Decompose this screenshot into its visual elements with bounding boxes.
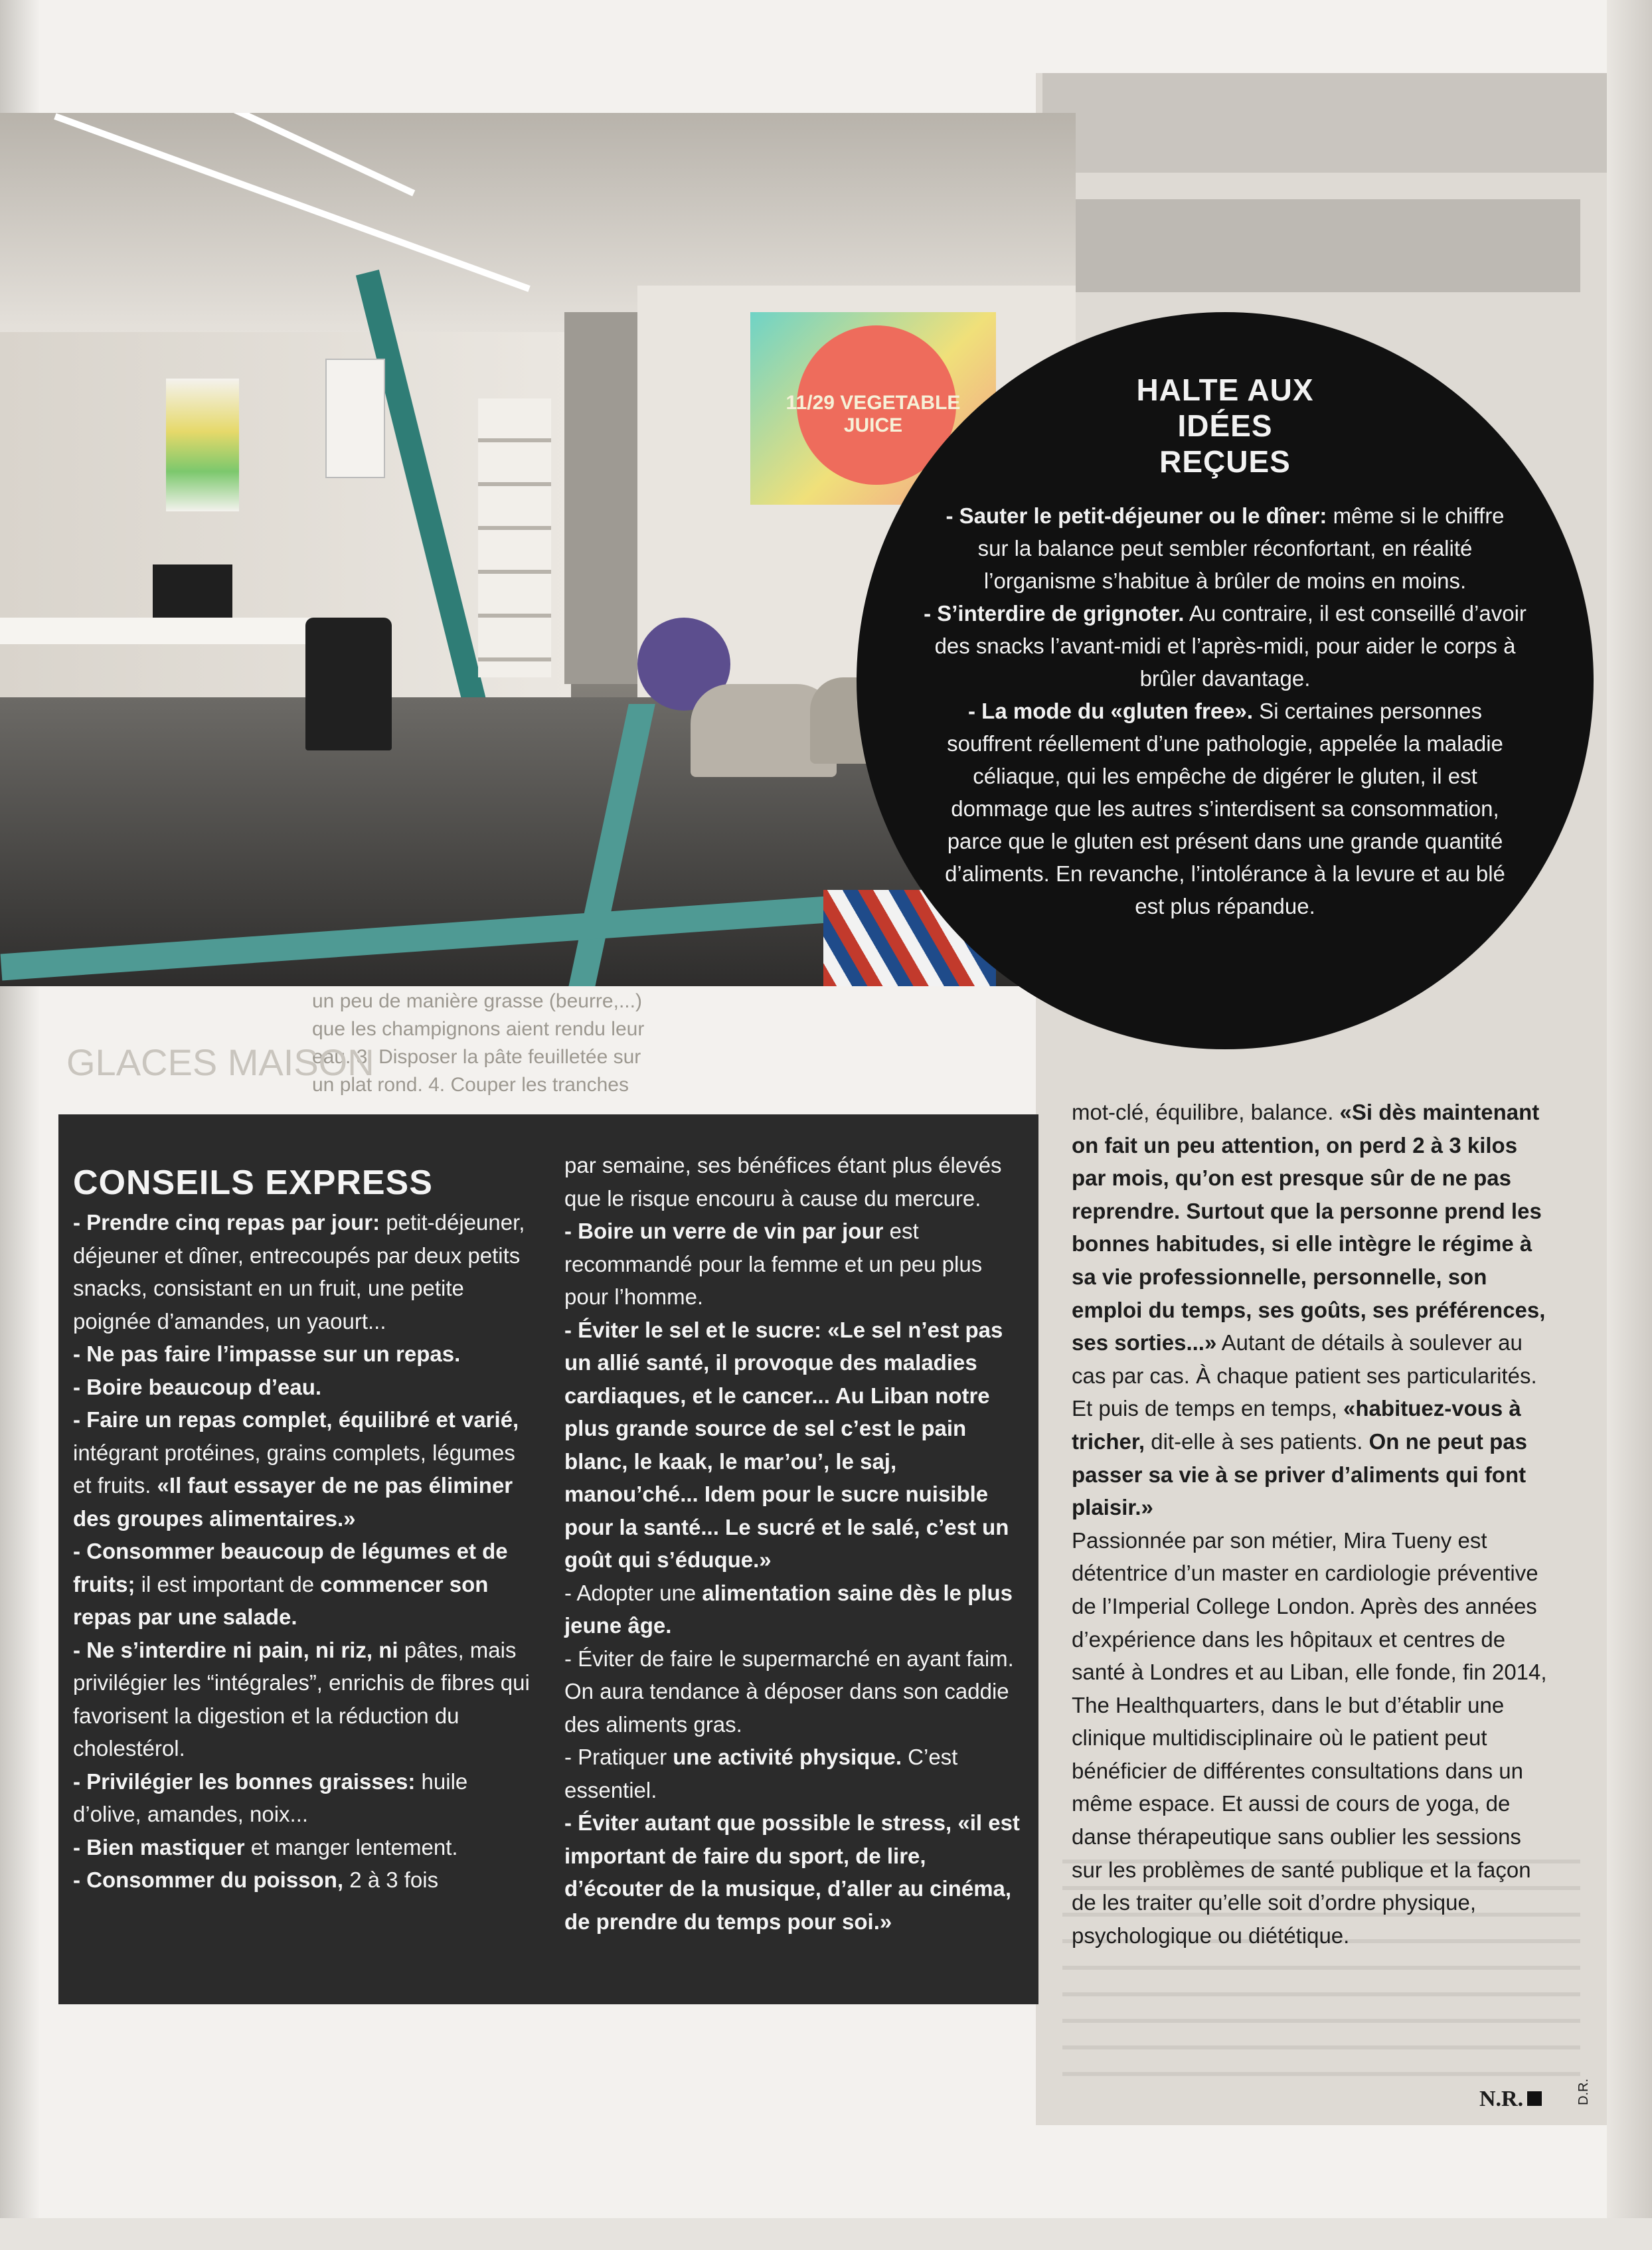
tip-item	[564, 1577, 1023, 1642]
myth-item	[940, 695, 1511, 922]
tip-emphasis: alimentation saine dès le plus jeune âge.	[564, 1580, 1013, 1638]
myth-lead: - S’interdire de grignoter.	[924, 601, 1185, 626]
tip-lead: - Privilégier les bonnes graisses:	[73, 1769, 416, 1794]
ghost-heading: GLACES MAISON	[66, 1041, 374, 1083]
tip-text: il est important de	[135, 1571, 321, 1597]
ghost-text-line: un plat rond. 4. Couper les tranches	[312, 1074, 629, 1096]
tip-text: - Adopter une	[564, 1580, 702, 1605]
tip-item	[73, 1403, 531, 1535]
tip-text: 2 à 3 fois	[343, 1867, 439, 1892]
tip-item	[73, 1338, 531, 1371]
tip-text: - Pratiquer	[564, 1745, 673, 1769]
photo-doorway	[564, 312, 637, 684]
tip-item	[564, 1642, 1023, 1741]
next-page-ghost-bar	[1062, 199, 1580, 292]
myth-text: Au contraire, il est conseillé d’avoir des snacks l’avant-midi et l’après-midi, pour aider le corps à brûler davantage.	[934, 601, 1527, 691]
tip-text: et manger lentement.	[244, 1834, 458, 1860]
tip-item	[564, 1149, 1023, 1215]
tip-lead: - Bien mastiquer	[73, 1834, 245, 1860]
tip-lead: - Prendre cinq repas par jour:	[73, 1210, 380, 1235]
myth-lead: - Sauter le petit-déjeuner ou le dîner:	[946, 503, 1327, 528]
photo-credit: D.R.	[1576, 2079, 1591, 2105]
tips-title: CONSEILS EXPRESS	[73, 1164, 433, 1202]
tip-lead: - Boire un verre de vin par jour	[564, 1219, 884, 1243]
tip-text: C’est essentiel.	[564, 1745, 958, 1802]
ghost-text-line: un peu de manière grasse (beurre,...)	[312, 990, 642, 1012]
tip-lead: - Faire un repas complet, équilibré et varié,	[73, 1407, 519, 1432]
tips-column-2	[564, 1149, 1023, 1999]
tip-text: est recommandé pour la femme et un peu plus pour l’homme.	[564, 1219, 983, 1309]
tip-text: pâtes, mais privilégier les “intégrales”, enrichis de fibres qui favorisent la digestion et la réduction du cholestérol.	[73, 1637, 530, 1761]
myth-text: Si certaines personnes souffrent réellement d’une pathologie, appelée la maladie céliaque, qui les empêche de digérer le gluten, il est dommage que les autres s’interdisent sa consommation, parce que le gluten est présent dans une grande quantité d’aliments. En revanche, l’intolérance à la levure et au blé est plus répandue.	[945, 699, 1505, 918]
article-quote: «habituez-vous à tricher,	[1072, 1396, 1521, 1454]
tip-item	[564, 1741, 1023, 1806]
article-text: Autant de détails à soulever au cas par cas. À chaque patient ses particularités. Et puis de temps en temps,	[1072, 1330, 1537, 1421]
author-initials: N.R.	[1479, 2087, 1524, 2111]
ghost-text-line: eau. 3. Disposer la pâte feuilletée sur	[312, 1046, 641, 1068]
myths-circle-content	[890, 372, 1560, 922]
tip-item	[73, 1831, 531, 1864]
tip-text: par semaine, ses bénéfices étant plus élevés que le risque encouru à cause du mercure.	[564, 1153, 1002, 1211]
tip-emphasis: une activité physique.	[673, 1745, 902, 1769]
end-mark-icon	[1527, 2091, 1542, 2106]
tip-item	[564, 1314, 1023, 1577]
tip-item	[73, 1535, 531, 1634]
tip-emphasis: commencer son repas par une salade.	[73, 1571, 489, 1629]
tip-text: petit-déjeuner, déjeuner et dîner, entrecoupés par deux petits snacks, consistant en un fruit, une petite poignée d’amandes, un yaourt...	[73, 1210, 525, 1334]
photo-desk	[0, 618, 319, 644]
tip-item	[73, 1863, 531, 1897]
next-page-ghost-header	[1042, 73, 1607, 173]
tips-box-content	[73, 1149, 1023, 1999]
tip-item	[564, 1806, 1023, 1938]
page-edge	[1607, 0, 1652, 2250]
tip-text: - Éviter de faire le supermarché en ayant faim. On aura tendance à déposer dans son caddie des aliments gras.	[564, 1646, 1014, 1737]
tip-text: intégrant protéines, grains complets, légumes et fruits.	[73, 1440, 515, 1498]
myth-item	[920, 597, 1530, 695]
tip-lead: - Ne pas faire l’impasse sur un repas.	[73, 1341, 461, 1366]
tip-lead: - Boire beaucoup d’eau.	[73, 1374, 322, 1399]
photo-projection-text: 11/29 VEGETABLE JUICE	[785, 392, 961, 436]
myth-lead: - La mode du «gluten free».	[968, 699, 1254, 723]
tip-item	[73, 1371, 531, 1404]
myths-title: HALTE AUX IDÉES REÇUES	[1136, 373, 1314, 479]
tip-text: huile d’olive, amandes, noix...	[73, 1769, 468, 1826]
photo-shelf	[478, 398, 551, 677]
article-paragraph: Passionnée par son métier, Mira Tueny est détentrice d’un master en cardiologie préventive de l’Imperial College London. Après des années d’expérience dans les hôpitaux et centres de santé à Londres et au Liban, elle fonde, fin 2014, The Healthquarters, dans le but d’établir une clinique multidisciplinaire où le patient peut bénéficier de différentes consultations dans un même espace. Et aussi de cours de yoga, de danse thérapeutique sans oublier les sessions sur les problèmes de santé publique et la façon de les traiter qu’elle soit d’ordre physique, psychologique ou diététique.	[1072, 1527, 1547, 1948]
bottom-strip	[0, 2218, 1652, 2250]
photo-poster	[325, 359, 385, 478]
author-signature	[1479, 2087, 1542, 2112]
photo-chair	[305, 618, 392, 750]
myth-item	[940, 499, 1511, 597]
article-column	[1072, 1096, 1550, 1952]
tip-item	[73, 1634, 531, 1765]
article-text: mot-clé, équilibre, balance.	[1072, 1100, 1340, 1124]
tip-item	[564, 1215, 1023, 1314]
ghost-text-line: que les champignons aient rendu leur	[312, 1018, 645, 1040]
tip-lead: - Consommer du poisson,	[73, 1867, 344, 1892]
article-text: dit-elle à ses patients.	[1145, 1428, 1369, 1454]
article-quote: «Si dès maintenant on fait un peu attention, on perd 2 à 3 kilos par mois, qu’on est presque sûr de ne pas reprendre. Surtout que la personne prend les bonnes habitudes, si elle intègre le régime à sa vie professionnelle, personnelle, son emploi du temps, ses goûts, ses préférences, ses sorties...»	[1072, 1100, 1546, 1355]
tip-lead: - Consommer beaucoup de légumes et de fruits;	[73, 1539, 508, 1597]
myth-text: même si le chiffre sur la balance peut sembler réconfortant, en réalité l’organisme s’habitue à brûler de moins en moins.	[977, 503, 1505, 593]
tip-item	[73, 1206, 531, 1338]
tip-lead: - Éviter le sel et le sucre: «Le sel n’est pas un allié santé, il provoque des maladies cardiaques, et le cancer... Au Liban notre plus grande source de sel c’est le pain blanc, le kaak, le mar’ou’, le saj, manou’ché... Idem pour le sucre nuisible pour la santé... Le sucré et le salé, c’est un goût qui s’éduque.»	[564, 1317, 1009, 1572]
photo-poster	[166, 379, 239, 511]
tips-column-1	[73, 1149, 531, 1999]
tip-item	[73, 1765, 531, 1831]
tip-lead: - Éviter autant que possible le stress, «il est important de faire du sport, de lire, d’écouter de la musique, d’aller au cinéma, de prendre du temps pour soi.»	[564, 1810, 1020, 1934]
photo-monitor	[153, 564, 232, 618]
article-quote: On ne peut pas passer sa vie à se priver d’aliments qui font plaisir.»	[1072, 1428, 1527, 1520]
myths-body	[890, 499, 1560, 922]
tip-lead: - Ne s’interdire ni pain, ni riz, ni	[73, 1637, 398, 1662]
tip-quote: «Il faut essayer de ne pas éliminer des groupes alimentaires.»	[73, 1473, 513, 1531]
article-paragraph	[1072, 1096, 1550, 1524]
